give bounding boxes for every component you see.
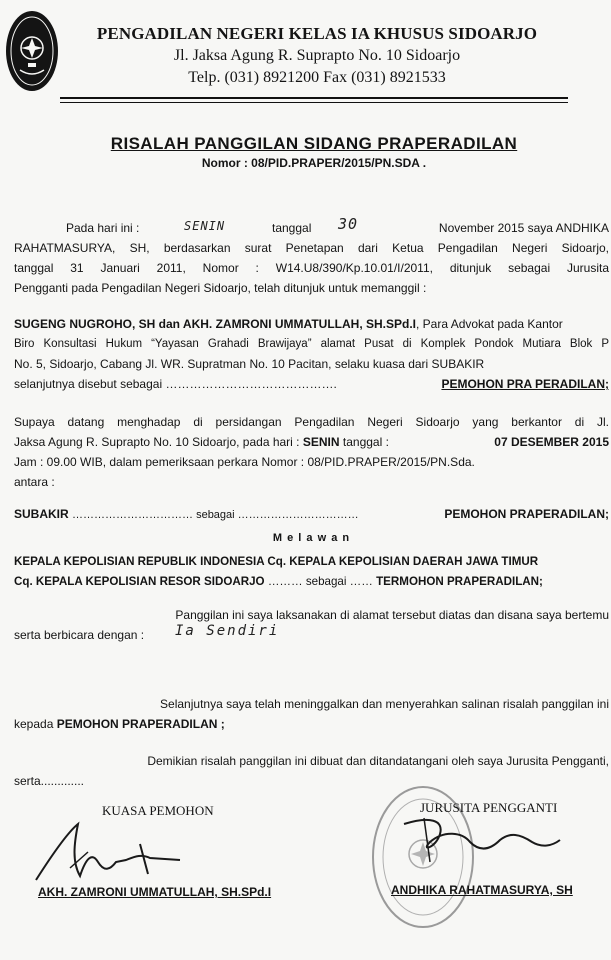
para1-line1c: November 2015 saya ANDHIKA	[438, 221, 609, 235]
hearing-date: 07 DESEMBER 2015	[494, 435, 609, 449]
court-phone: Telp. (031) 8921200 Fax (031) 8921533	[188, 69, 446, 86]
para5-recipient: PEMOHON PRAPERADILAN ;	[56, 717, 225, 731]
para3-line3: Jam : 09.00 WIB, dalam pemeriksaan perkara Nomor : 08/PID.PRAPER/2015/PN.Sda.	[14, 455, 475, 469]
right-signature-label: JURUSITA PENGGANTI	[420, 800, 558, 815]
para4-line1: Panggilan ini saya laksanakan di alamat tersebut diatas dan disana saya bertemu	[175, 608, 609, 622]
para1-line4: Pengganti pada Pengadilan Negeri Sidoarjo, telah ditunjuk untuk memanggil :	[14, 281, 427, 295]
applicant-line	[14, 504, 609, 525]
applicant-role: PEMOHON PRA PERADILAN;	[441, 377, 609, 391]
para5-line2-a: kepada	[14, 717, 54, 731]
para2-line4-a: selanjutnya disebut sebagai …………………………………….	[14, 377, 337, 391]
para4-line2: serta berbicara dengan :	[14, 628, 145, 642]
respondent-name: Cq. KEPALA KEPOLISIAN RESOR SIDOARJO	[14, 575, 265, 588]
court-address: Jl. Jaksa Agung R. Suprapto No. 10 Sidoarjo	[173, 47, 461, 64]
para2-line2: Biro Konsultasi Hukum “Yayasan Grahadi Brawijaya” alamat Pusat di Komplek Pondok Mutiara Blok P	[14, 338, 609, 350]
para3-line2	[14, 432, 609, 452]
handwritten-day: SENIN	[184, 219, 226, 233]
para3-line2-b: tanggal :	[342, 435, 389, 449]
left-handwritten-signature	[30, 818, 220, 888]
para1-line1b: tanggal	[272, 221, 312, 235]
handwritten-date: 30	[338, 215, 359, 233]
para2-line1	[14, 314, 609, 334]
left-signature-label: KUASA PEMOHON	[102, 803, 214, 818]
respondent-line2	[14, 572, 609, 592]
para6-line2: serta.............	[14, 774, 85, 788]
para2-line4	[14, 374, 609, 394]
para3-line4: antara :	[14, 475, 55, 489]
para2-line1-rest: , Para Advokat pada Kantor	[416, 317, 563, 331]
right-signatory-name: ANDHIKA RAHATMASURYA, SH	[391, 883, 573, 897]
advocate-names: SUGENG NUGROHO, SH dan AKH. ZAMRONI UMMATULLAH, SH.SPd.I	[14, 317, 416, 331]
para3-line1: Supaya datang menghadap di persidangan Pengadilan Negeri Sidoarjo yang berkantor di Jl.	[14, 415, 609, 429]
respondent-line1: KEPALA KEPOLISIAN REPUBLIK INDONESIA Cq. KEPALA KEPOLISIAN DAERAH JAWA TIMUR	[14, 555, 539, 568]
para5-line2	[14, 714, 225, 734]
header-divider-thick	[60, 97, 568, 99]
document-number: Nomor : 08/PID.PRAPER/2015/PN.SDA .	[201, 156, 427, 170]
para1-line2: RAHATMASURYA, SH, berdasarkan surat Penetapan dari Ketua Pengadilan Negeri Sidoarjo,	[14, 241, 609, 255]
para1-line3: tanggal 31 Januari 2011, Nomor : W14.U8/390/Kp.10.01/I/2011, ditunjuk sebagai Jurusita	[14, 261, 609, 275]
handwritten-met-person: Ia Sendiri	[175, 623, 280, 639]
respondent-role: TERMOHON PRAPERADILAN;	[376, 575, 543, 588]
respondent-dots: ……… sebagai ……	[267, 575, 373, 588]
para2-line3: No. 5, Sidoarjo, Cabang Jl. WR. Supratman No. 10 Pacitan, selaku kuasa dari SUBAKIR	[14, 357, 485, 371]
para3-line2-a: Jaksa Agung R. Suprapto No. 10 Sidoarjo, pada hari :	[14, 435, 300, 449]
left-signatory-name: AKH. ZAMRONI UMMATULLAH, SH.SPd.I	[38, 885, 272, 899]
applicant-role-label: PEMOHON PRAPERADILAN;	[444, 507, 609, 521]
para5-line1: Selanjutnya saya telah meninggalkan dan menyerahkan salinan risalah panggilan ini	[160, 697, 609, 711]
applicant-dots: …………………………… sebagai ……………………………	[72, 509, 359, 521]
applicant-name: SUBAKIR	[14, 507, 69, 521]
court-name: PENGADILAN NEGERI KELAS IA KHUSUS SIDOARJO	[96, 24, 538, 43]
para1-line1a: Pada hari ini :	[66, 221, 140, 235]
para6-line1: Demikian risalah panggilan ini dibuat dan ditandatangani oleh saya Jurusita Pengganti,	[147, 754, 609, 768]
right-handwritten-signature	[400, 812, 570, 872]
versus-label: M e l a w a n	[272, 532, 351, 544]
court-seal-icon	[4, 8, 60, 94]
header-divider-thin	[60, 102, 568, 103]
hearing-day: SENIN	[302, 435, 340, 449]
document-title: RISALAH PANGGILAN SIDANG PRAPERADILAN	[110, 134, 518, 153]
